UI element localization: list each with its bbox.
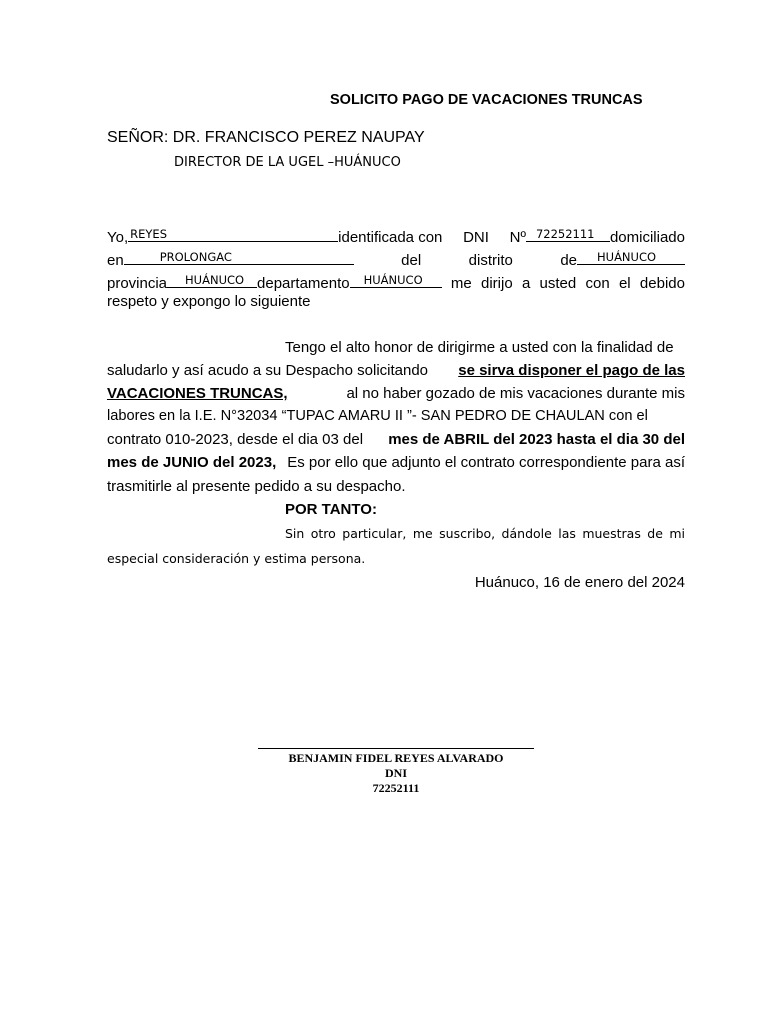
identificada-label: identificada con <box>338 229 443 246</box>
body-line-7: trasmitirle al presente pedido a su despacho. <box>107 478 406 495</box>
dni-value: 72252111 <box>535 227 595 241</box>
recipient-name: SEÑOR: DR. FRANCISCO PEREZ NAUPAY <box>107 129 425 146</box>
intro-line-3 <box>107 269 685 291</box>
province-value: HUÁNUCO <box>185 273 245 287</box>
word: con <box>585 275 610 292</box>
department-field <box>350 269 442 288</box>
closing-line-1: Sin otro particular, me suscribo, dándole las muestras de mi <box>285 526 685 541</box>
body-line-3-emphasis: VACACIONES TRUNCAS, <box>107 385 288 402</box>
document-title: SOLICITO PAGO DE VACACIONES TRUNCAS <box>330 92 643 108</box>
word: debido <box>639 275 685 292</box>
word: me <box>450 275 472 292</box>
body-line-5 <box>107 431 685 453</box>
district-field <box>577 246 685 265</box>
signatory-name: BENJAMIN FIDEL REYES ALVARADO <box>288 751 504 765</box>
provincia-label: provincia <box>107 275 168 292</box>
intro-line-2 <box>107 246 685 268</box>
body-line-3-text: al no haber gozado de mis vacaciones durante mis <box>346 385 685 402</box>
body-line-2-text: saludarlo y así acudo a su Despacho solicitando <box>107 362 429 379</box>
word: usted <box>539 275 577 292</box>
body-line-6 <box>107 454 685 476</box>
body-line-5-text: contrato 010-2023, desde el dia 03 del <box>107 431 364 448</box>
body-line-5-emphasis: mes de ABRIL del 2023 hasta el dia 30 del <box>388 431 685 448</box>
signatory-dni: 72252111 <box>372 781 420 795</box>
closing-line-2: especial consideración y estima persona. <box>107 551 366 566</box>
distrito-label: distrito <box>468 252 513 269</box>
province-field <box>167 269 257 288</box>
signatory-dni-label: DNI <box>384 766 407 780</box>
name-field <box>128 223 338 242</box>
word: el <box>618 275 631 292</box>
word: dirijo <box>480 275 513 292</box>
por-tanto-heading: POR TANTO: <box>285 501 377 518</box>
date-line: Huánuco, 16 de enero del 2024 <box>474 574 685 591</box>
department-value: HUÁNUCO <box>363 273 423 287</box>
name-value: REYES <box>130 227 167 241</box>
intro-line-2-left <box>107 246 354 269</box>
intro-line-1 <box>107 223 685 245</box>
del-label: del <box>401 252 422 269</box>
district-value: HUÁNUCO <box>597 250 657 264</box>
departamento-label: departamento <box>257 275 350 292</box>
dni-label: DNI <box>463 229 489 246</box>
word: a <box>521 275 531 292</box>
intro-line-3-left <box>107 269 442 292</box>
intro-line-1-right <box>510 223 685 246</box>
body-line-1: Tengo el alto honor de dirigirme a usted con la finalidad de <box>285 339 674 356</box>
yo-label: Yo, <box>107 229 129 246</box>
body-line-2 <box>107 362 685 384</box>
dni-field <box>526 223 610 242</box>
body-line-2-emphasis: se sirva disponer el pago de las <box>458 362 685 379</box>
intro-line-4: respeto y expongo lo siguiente <box>107 293 311 310</box>
signature-line <box>258 748 534 749</box>
en-label: en <box>107 252 124 269</box>
body-line-3 <box>107 385 685 407</box>
domiciliado-label: domiciliado <box>609 229 685 246</box>
de-label: de <box>560 252 577 269</box>
body-line-6-emphasis: mes de JUNIO del 2023, <box>107 454 277 471</box>
address-value: PROLONGAC <box>159 250 232 264</box>
intro-line-1-left <box>107 223 442 246</box>
recipient-position: DIRECTOR DE LA UGEL –HUÁNUCO <box>174 155 401 170</box>
intro-line-2-right <box>560 246 685 269</box>
body-line-4: labores en la I.E. N°32034 “TUPAC AMARU II ”- SAN PEDRO DE CHAULAN con el <box>107 408 648 424</box>
num-label: Nº <box>509 229 526 246</box>
body-line-6-text: Es por ello que adjunto el contrato correspondiente para así <box>287 454 685 471</box>
address-field <box>124 246 354 265</box>
